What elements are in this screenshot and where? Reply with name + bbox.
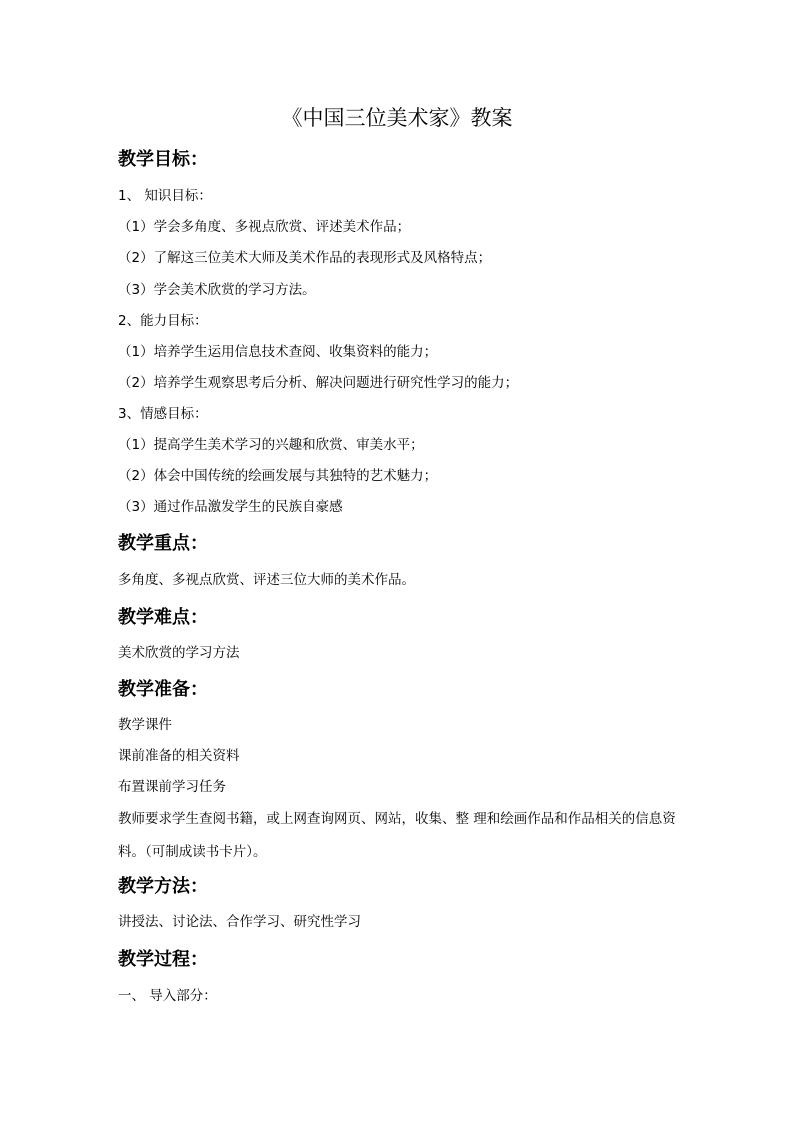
objectives-line: （2）培养学生观察思考后分析、解决问题进行研究性学习的能力； <box>118 375 519 391</box>
difficulties-line: 美术欣赏的学习方法 <box>118 645 240 661</box>
section-heading-difficulties: 教学难点： <box>118 607 208 628</box>
process-line: 一、 导入部分： <box>118 988 217 1004</box>
objectives-line: （1）提高学生美术学习的兴趣和欣赏、审美水平； <box>118 437 424 453</box>
key-points-line: 多角度、多视点欣赏、评述三位大师的美术作品。 <box>118 572 415 588</box>
objectives-line: （1）培养学生运用信息技术查阅、收集资料的能力； <box>118 344 438 360</box>
preparation-line: 课前准备的相关资料 <box>118 748 240 764</box>
objectives-line: 2、能力目标： <box>118 313 208 329</box>
preparation-line: 布置课前学习任务 <box>118 779 226 795</box>
section-heading-objectives: 教学目标： <box>118 149 208 170</box>
objectives-line: 3、情感目标： <box>118 406 208 422</box>
section-heading-preparation: 教学准备： <box>118 679 208 700</box>
objectives-line: （3）通过作品激发学生的民族自豪感 <box>118 499 343 515</box>
objectives-line: （2）了解这三位美术大师及美术作品的表现形式及风格特点； <box>118 250 492 266</box>
methods-line: 讲授法、讨论法、合作学习、研究性学习 <box>118 914 361 930</box>
objectives-line: （3）学会美术欣赏的学习方法。 <box>118 282 316 298</box>
section-heading-process: 教学过程： <box>118 949 208 970</box>
preparation-line: 教学课件 <box>118 717 172 733</box>
section-heading-methods: 教学方法： <box>118 876 208 897</box>
document-title: 《中国三位美术家》教案 <box>281 106 513 130</box>
objectives-line: （1）学会多角度、多视点欣赏、评述美术作品； <box>118 219 411 235</box>
objectives-line: 1、 知识目标： <box>118 188 212 204</box>
preparation-paragraph: 教师要求学生查阅书籍，或上网查询网页、网站，收集、整 理和绘画作品和作品相关的信息资料。（可制成读书卡片）。 <box>118 811 676 860</box>
section-heading-key-points: 教学重点： <box>118 533 208 554</box>
objectives-line: （2）体会中国传统的绘画发展与其独特的艺术魅力； <box>118 468 438 484</box>
